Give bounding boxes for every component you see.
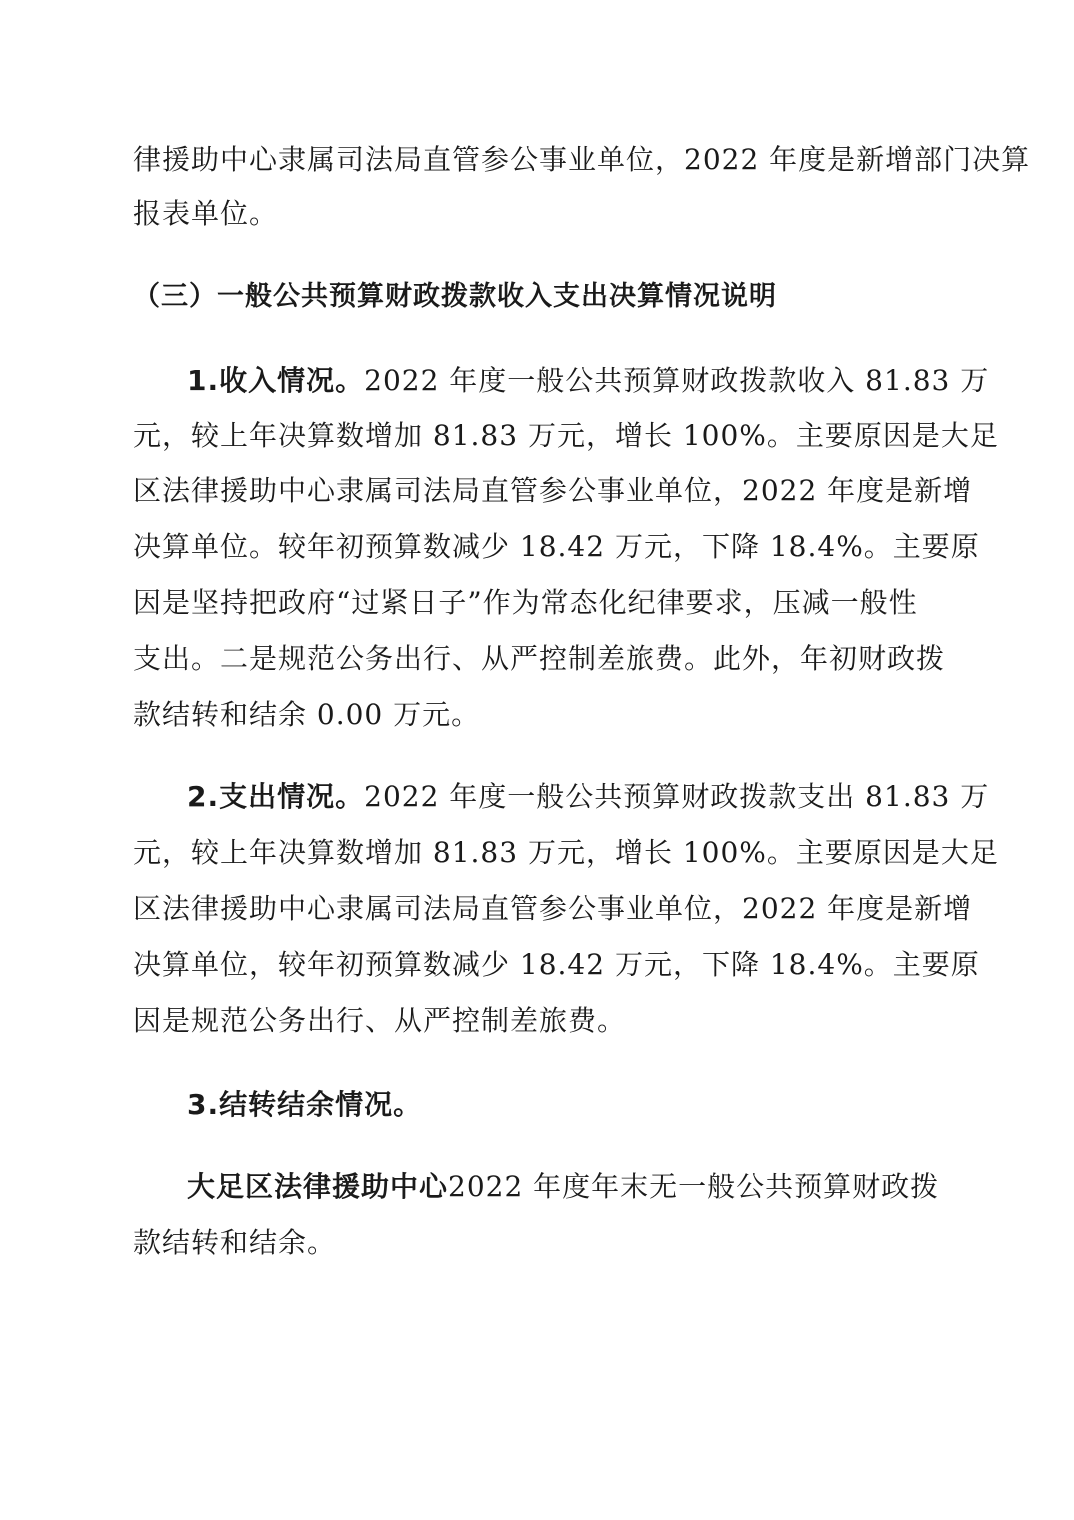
carryover-org: 大足区法律援助中心 [187,1170,449,1203]
expense-line-5: 因是规范公务出行、从严控制差旅费。 [133,1004,627,1037]
carryover-line-1 [187,1170,939,1204]
income-line-7: 款结转和结余 0.00 万元。 [133,698,481,731]
income-line-5: 因是坚持把政府“过紧日子”作为常态化纪律要求，压减一般性 [133,586,918,619]
section-heading: （三）一般公共预算财政拨款收入支出决算情况说明 [133,281,777,312]
expense-line-1-text: 2022 年度一般公共预算财政拨款支出 81.83 万 [364,780,990,813]
carryover-line-1-text: 2022 年度年末无一般公共预算财政拨 [448,1170,940,1203]
income-line-4: 决算单位。较年初预算数减少 18.42 万元，下降 18.4%。主要原 [133,530,980,563]
carryover-lead: 3.结转结余情况。 [187,1088,423,1121]
expense-line-4: 决算单位，较年初预算数减少 18.42 万元，下降 18.4%。主要原 [133,948,980,981]
income-line-1 [187,364,989,398]
income-lead: 1.收入情况。 [187,364,365,397]
intro-line-2: 报表单位。 [133,197,279,230]
carryover-line-2: 款结转和结余。 [133,1226,337,1259]
income-line-2: 元，较上年决算数增加 81.83 万元，增长 100%。主要原因是大足 [133,419,999,452]
income-line-3: 区法律援助中心隶属司法局直管参公事业单位，2022 年度是新增 [133,474,973,507]
intro-line-1: 律援助中心隶属司法局直管参公事业单位，2022 年度是新增部门决算 [133,143,1031,176]
expense-line-2: 元，较上年决算数增加 81.83 万元，增长 100%。主要原因是大足 [133,836,999,869]
expense-line-3: 区法律援助中心隶属司法局直管参公事业单位，2022 年度是新增 [133,892,973,925]
income-line-1-text: 2022 年度一般公共预算财政拨款收入 81.83 万 [364,364,990,397]
income-line-6: 支出。二是规范公务出行、从严控制差旅费。此外，年初财政拨 [133,642,946,675]
expense-line-1 [187,780,989,814]
expense-lead: 2.支出情况。 [187,780,365,813]
